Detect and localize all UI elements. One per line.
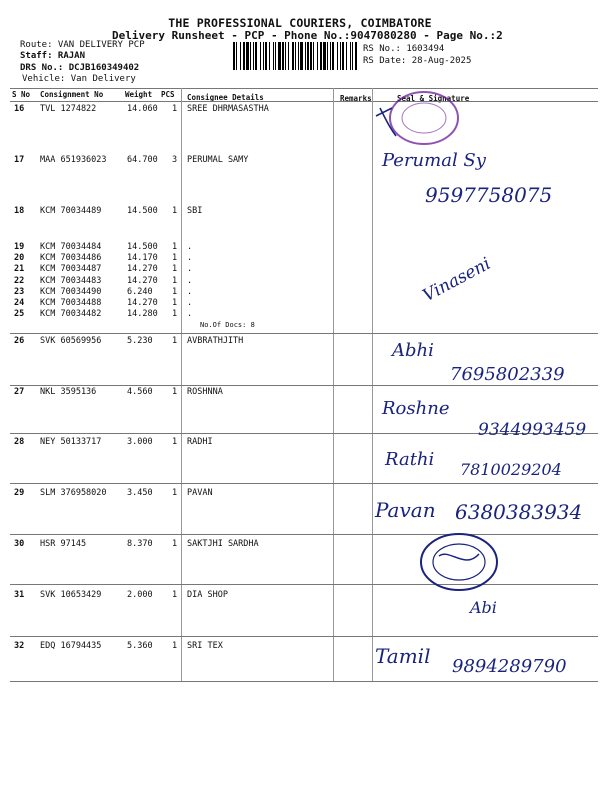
row-sno: 29	[14, 488, 25, 498]
row-weight: 5.360	[127, 641, 153, 651]
signature-32: Tamil	[375, 644, 431, 668]
runsheet-subtitle: Delivery Runsheet - PCP - Phone No.:9047080280 - Page No.:2	[112, 29, 503, 42]
col-weight: Weight	[125, 90, 153, 99]
barcode-bar	[282, 42, 284, 70]
row-pcs: 1	[172, 287, 178, 297]
barcode-bar	[236, 42, 237, 70]
row-consignment: KCM 70034484	[40, 242, 102, 252]
barcode-bar	[320, 42, 322, 70]
phone-29: 6380383934	[455, 500, 583, 524]
signature-26: Abhi	[392, 340, 434, 361]
row-separator	[10, 385, 598, 386]
row-consignee: .	[187, 264, 193, 274]
row-weight: 14.500	[127, 242, 158, 252]
col-remarks: Remarks	[340, 94, 372, 103]
phone-17: 9597758075	[425, 183, 553, 207]
row-consignment: NEY 50133717	[40, 437, 102, 447]
barcode-bar	[240, 42, 241, 70]
row-weight: 14.270	[127, 276, 158, 286]
row-sno: 18	[14, 206, 25, 216]
row-pcs: 1	[172, 590, 178, 600]
row-consignment: MAA 651936023	[40, 155, 107, 165]
row-sno: 16	[14, 104, 25, 114]
col-seal: Seal & Signature	[397, 94, 470, 103]
barcode-bar	[295, 42, 296, 70]
barcode-bar	[355, 42, 357, 70]
row-sno: 26	[14, 336, 25, 346]
row-sno: 23	[14, 287, 25, 297]
phone-28: 7810029204	[460, 460, 562, 479]
row-weight: 64.700	[127, 155, 158, 165]
barcode-bar	[285, 42, 286, 70]
barcode-bar	[310, 42, 312, 70]
row-weight: 5.230	[127, 336, 153, 346]
row-sno: 21	[14, 264, 25, 274]
row-weight: 3.000	[127, 437, 153, 447]
row-weight: 14.280	[127, 309, 158, 319]
phone-32: 9894289790	[452, 656, 567, 677]
barcode-bar	[263, 42, 264, 70]
row-consignee: SAKTJHI SARDHA	[187, 539, 259, 549]
row-pcs: 1	[172, 437, 178, 447]
row-separator	[10, 584, 598, 585]
no-of-docs: No.Of Docs: 8	[200, 321, 255, 329]
signature-28: Rathi	[385, 449, 435, 470]
row-consignment: SLM 376958020	[40, 488, 107, 498]
row-consignee: SBI	[187, 206, 203, 216]
route-label: Route: VAN DELIVERY PCP	[20, 40, 145, 50]
row-weight: 14.270	[127, 264, 158, 274]
phone-27: 9344993459	[478, 420, 587, 440]
col-consignment: Consignment No	[40, 90, 104, 99]
header-top-line	[10, 88, 598, 89]
barcode-bar	[350, 42, 351, 70]
rs-number: RS No.: 1603494	[363, 44, 445, 54]
barcode-bar	[265, 42, 267, 70]
row-sno: 24	[14, 298, 25, 308]
row-separator	[10, 681, 598, 682]
barcode-bar	[273, 42, 274, 70]
row-consignee: .	[187, 276, 193, 286]
row-pcs: 1	[172, 206, 178, 216]
barcode-bar	[305, 42, 306, 70]
row-consignment: SVK 10653429	[40, 590, 102, 600]
row-consignment: KCM 70034483	[40, 276, 102, 286]
row-weight: 4.560	[127, 387, 153, 397]
barcode-bar	[313, 42, 314, 70]
row-consignment: NKL 3595136	[40, 387, 97, 397]
row-consignee: .	[187, 298, 193, 308]
row-pcs: 1	[172, 387, 178, 397]
barcode-bar	[298, 42, 299, 70]
vehicle-label: Vehicle: Van Delivery	[22, 74, 136, 84]
row-consignee: .	[187, 309, 193, 319]
row-sno: 28	[14, 437, 25, 447]
row-separator	[10, 636, 598, 637]
row-pcs: 1	[172, 264, 178, 274]
row-consignee: RADHI	[187, 437, 213, 447]
barcode-bar	[250, 42, 251, 70]
barcode-bar	[243, 42, 245, 70]
row-pcs: 1	[172, 276, 178, 286]
row-sno: 31	[14, 590, 25, 600]
row-consignee: DIA SHOP	[187, 590, 228, 600]
row-pcs: 1	[172, 104, 178, 114]
row-consignment: EDQ 16794435	[40, 641, 102, 651]
row-sno: 27	[14, 387, 25, 397]
row-sno: 22	[14, 276, 25, 286]
row-consignee: .	[187, 242, 193, 252]
phone-26: 7695802339	[450, 364, 565, 385]
row-consignment: TVL 1274822	[40, 104, 97, 114]
row-pcs: 1	[172, 242, 178, 252]
row-sno: 20	[14, 253, 25, 263]
barcode-bar	[260, 42, 261, 70]
row-separator	[10, 534, 598, 535]
barcode-bar	[269, 42, 270, 70]
staff-label: Staff: RAJAN	[20, 51, 86, 61]
row-consignment: KCM 70034488	[40, 298, 102, 308]
row-pcs: 1	[172, 641, 178, 651]
barcode-bar	[352, 42, 353, 70]
barcode-bar	[323, 42, 326, 70]
barcode-bar	[300, 42, 303, 70]
barcode-bar	[332, 42, 334, 70]
row-separator	[10, 483, 598, 484]
barcode-bar	[342, 42, 344, 70]
row-weight: 14.270	[127, 298, 158, 308]
row-pcs: 1	[172, 539, 178, 549]
row-weight: 14.170	[127, 253, 158, 263]
row-weight: 2.000	[127, 590, 153, 600]
row-pcs: 1	[172, 298, 178, 308]
row-consignee: .	[187, 253, 193, 263]
row-pcs: 3	[172, 155, 178, 165]
row-separator	[10, 333, 598, 334]
row-pcs: 1	[172, 336, 178, 346]
signature-31: Abi	[470, 598, 497, 617]
col-sno: S No	[12, 90, 31, 99]
row-weight: 14.060	[127, 104, 158, 114]
signature-29: Pavan	[375, 498, 436, 522]
barcode-bar	[346, 42, 347, 70]
signature-18: Vinaseni	[419, 253, 495, 307]
row-consignment: KCM 70034489	[40, 206, 102, 216]
row-sno: 17	[14, 155, 25, 165]
row-consignment: KCM 70034487	[40, 264, 102, 274]
round-stamp	[415, 530, 505, 594]
row-pcs: 1	[172, 488, 178, 498]
row-consignee: AVBRATHJITH	[187, 336, 244, 346]
rs-date: RS Date: 28-Aug-2025	[363, 56, 472, 66]
barcode-bar	[288, 42, 289, 70]
row-consignment: KCM 70034486	[40, 253, 102, 263]
col-pcs: PCS	[161, 90, 175, 99]
row-consignment: KCM 70034490	[40, 287, 102, 297]
barcode-bar	[330, 42, 331, 70]
row-weight: 14.500	[127, 206, 158, 216]
row-consignee: .	[187, 287, 193, 297]
row-consignment: SVK 60569956	[40, 336, 102, 346]
barcode-bar	[246, 42, 249, 70]
row-sno: 32	[14, 641, 25, 651]
company-stamp	[372, 86, 472, 148]
barcode-bar	[233, 42, 235, 70]
company-title: THE PROFESSIONAL COURIERS, COIMBATORE	[168, 16, 432, 30]
barcode-bar	[327, 42, 328, 70]
signature-17: Perumal Sy	[382, 150, 486, 171]
signature-27: Roshne	[382, 398, 450, 419]
row-consignee: PAVAN	[187, 488, 213, 498]
row-consignee: ROSHNNA	[187, 387, 223, 397]
row-consignment: HSR 97145	[40, 539, 87, 549]
drs-number: DRS No.: DCJB160349402	[20, 63, 140, 73]
barcode-bar	[292, 42, 294, 70]
barcode-bar	[275, 42, 276, 70]
row-consignee: SREE DHRMASASTHA	[187, 104, 269, 114]
barcode-bar	[307, 42, 309, 70]
row-sno: 19	[14, 242, 25, 252]
row-weight: 6.240	[127, 287, 153, 297]
row-consignment: KCM 70034482	[40, 309, 102, 319]
row-weight: 3.450	[127, 488, 153, 498]
barcode-bar	[317, 42, 318, 70]
barcode-bar	[337, 42, 338, 70]
barcode	[233, 42, 357, 70]
barcode-bar	[340, 42, 341, 70]
row-weight: 8.370	[127, 539, 153, 549]
row-pcs: 1	[172, 309, 178, 319]
col-consignee: Consignee Details	[187, 93, 264, 102]
row-sno: 30	[14, 539, 25, 549]
row-sno: 25	[14, 309, 25, 319]
barcode-bar	[278, 42, 281, 70]
barcode-bar	[253, 42, 254, 70]
barcode-bar	[255, 42, 257, 70]
header-bottom-line	[10, 101, 598, 102]
row-pcs: 1	[172, 253, 178, 263]
row-consignee: SRI TEX	[187, 641, 223, 651]
row-consignee: PERUMAL SAMY	[187, 155, 249, 165]
